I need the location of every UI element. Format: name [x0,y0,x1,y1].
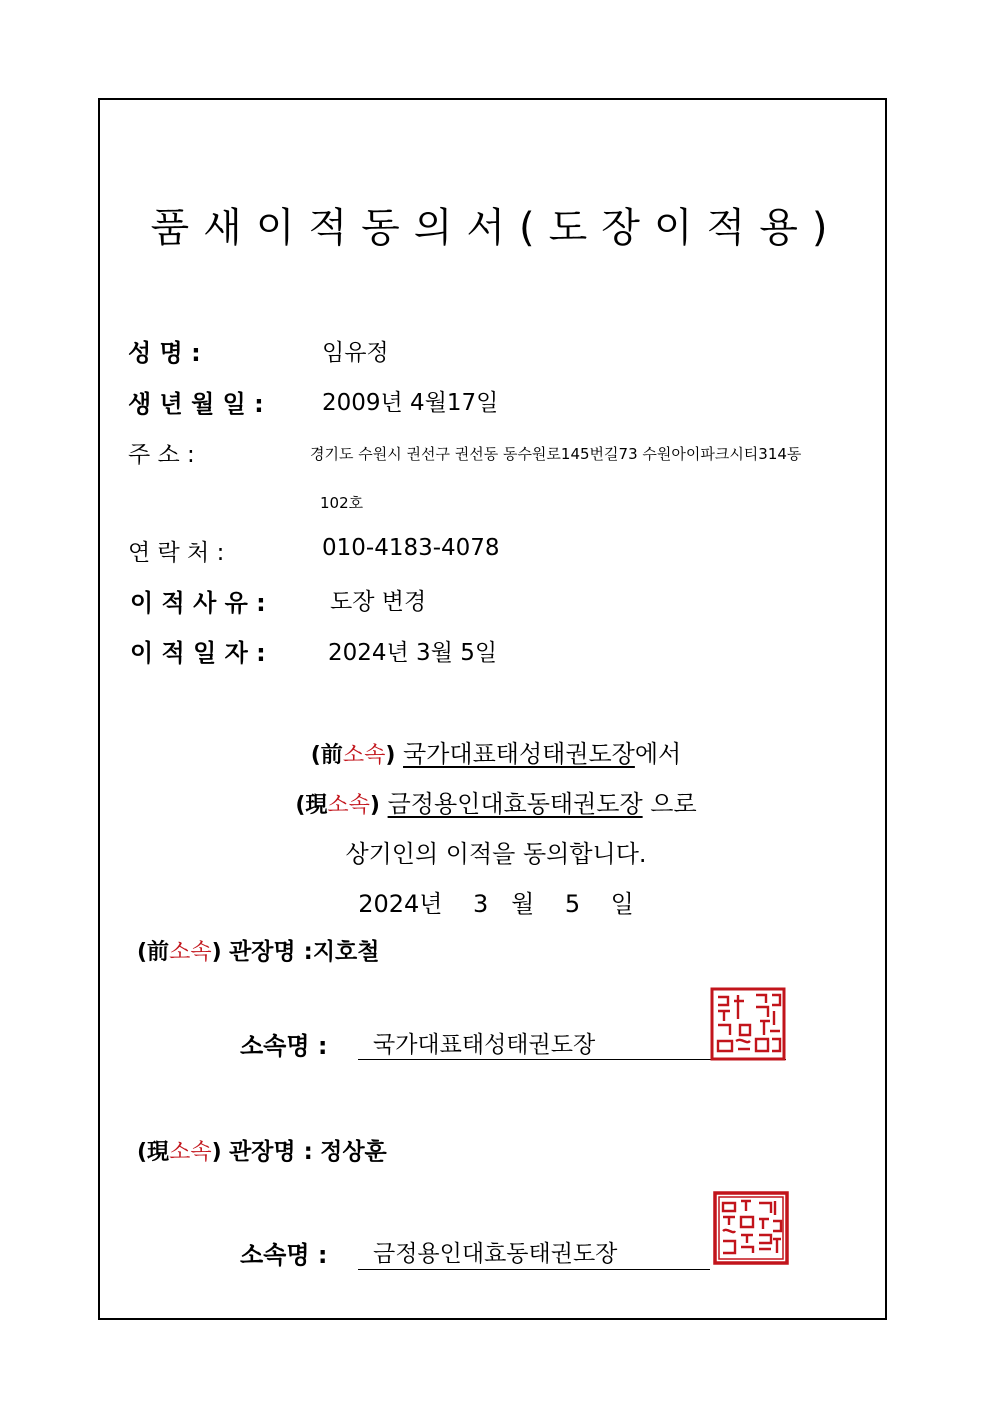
curr-org-label: 소속명 : [240,1241,328,1269]
prev-seal-stamp [710,987,786,1061]
contact-label: 연 락 처 : [128,540,225,566]
contact-value: 010-4183-4078 [322,535,500,561]
reason-value: 도장 변경 [330,589,427,615]
birth-value: 2009년 4월17일 [322,390,499,416]
consent-statement: 상기인의 이적을 동의합니다. [345,840,647,868]
prev-org-name: 국가대표태성태권도장 [373,1032,596,1058]
transfer-date-value: 2024년 3월 5일 [328,640,498,666]
consent-date: 2024년 3 월 5 일 [358,890,634,918]
curr-seal-stamp [713,1191,789,1265]
address-label: 주 소 : [128,442,195,468]
curr-director-name: 정상훈 [320,1139,387,1165]
address-value-line2: 102호 [320,494,364,512]
current-dojang-name: 금정용인대효동태권도장 [387,790,643,818]
current-affiliation-line: (現소속) 금정용인대효동태권도장 으로 [295,790,697,818]
previous-affiliation-line: (前소속) 국가대표태성태권도장에서 [310,740,682,768]
prev-org-label: 소속명 : [240,1032,328,1060]
reason-label: 이 적 사 유 : [130,589,266,617]
curr-signature-line [358,1269,710,1270]
curr-org-name: 금정용인대효동태권도장 [373,1241,618,1267]
document-title: 품새이적동의서(도장이적용) [150,205,842,251]
address-value-line1: 경기도 수원시 권선구 권선동 동수원로145번길73 수원아이파크시티314동 [310,445,802,463]
name-label: 성 명 : [128,339,201,367]
prev-director-line: (前소속) 관장명 :지호철 [137,939,380,965]
curr-director-line: (現소속) 관장명 : 정상훈 [137,1139,387,1165]
birth-label: 생 년 월 일 : [128,390,264,418]
prev-director-name: 지호철 [312,939,380,965]
name-value: 임유정 [322,340,389,366]
previous-dojang-name: 국가대표태성태권도장 [403,740,635,768]
transfer-date-label: 이 적 일 자 : [130,639,266,667]
